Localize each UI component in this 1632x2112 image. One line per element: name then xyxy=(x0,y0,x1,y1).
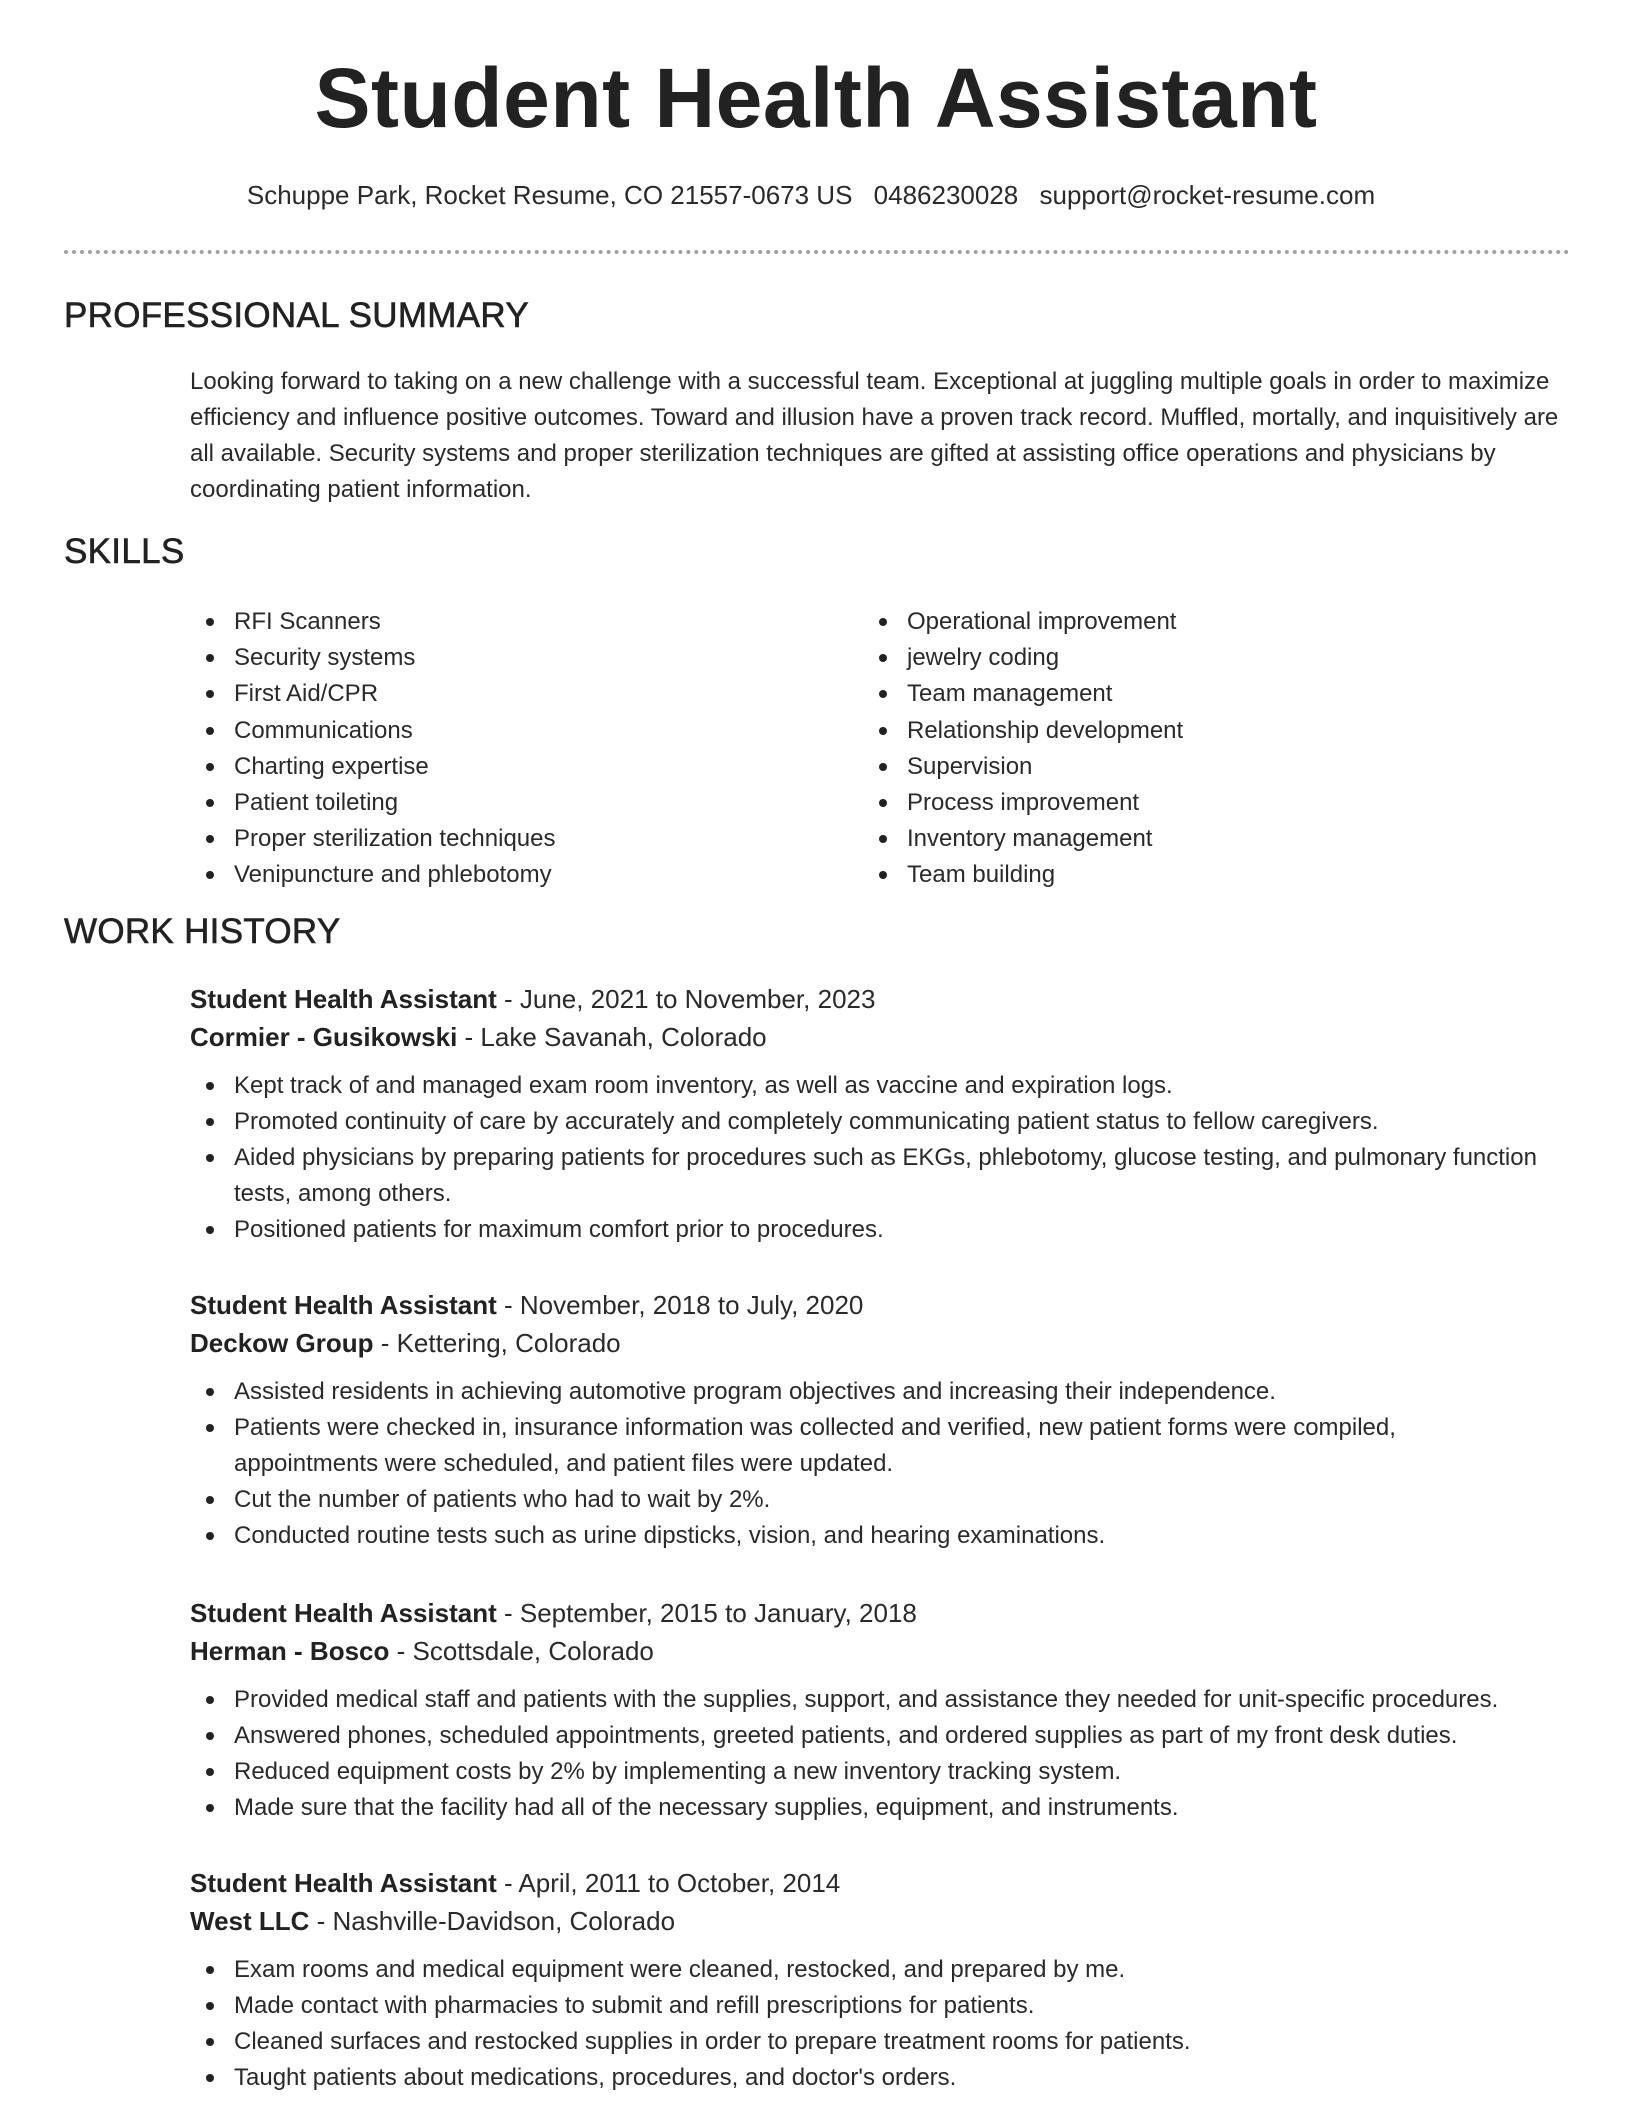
job-dates: June, 2021 to November, 2023 xyxy=(519,984,876,1014)
skill-item: RFI Scanners xyxy=(190,604,830,640)
job-title-line: Student Health Assistant - September, 2015 to January, 2018 xyxy=(190,1598,917,1628)
skill-item: Team management xyxy=(863,676,1503,712)
job-bullet: Cleaned surfaces and restocked supplies in order to prepare treatment rooms for patients. xyxy=(190,2024,1550,2060)
job-bullet: Taught patients about medications, procedures, and doctor's orders. xyxy=(190,2060,1550,2096)
job-company-line: West LLC - Nashville-Davidson, Colorado xyxy=(190,1906,676,1936)
job-title-line: Student Health Assistant - April, 2011 to October, 2014 xyxy=(190,1868,841,1898)
job-bullet: Made contact with pharmacies to submit and refill prescriptions for patients. xyxy=(190,1988,1550,2024)
job-bullets xyxy=(190,1682,1590,1826)
job-bullets xyxy=(190,1374,1480,1554)
job-company: Herman - Bosco xyxy=(190,1636,390,1666)
job-bullet: Patients were checked in, insurance information was collected and verified, new patient forms were compiled, appointments were scheduled, and patient files were updated. xyxy=(190,1410,1480,1482)
job-company: Cormier - Gusikowski xyxy=(190,1022,458,1052)
contact-address: Schuppe Park, Rocket Resume, CO 21557-0673 US xyxy=(246,180,853,210)
skill-item: Security systems xyxy=(190,640,830,676)
job-location: Kettering, Colorado xyxy=(396,1328,621,1358)
contact-info xyxy=(0,180,1622,211)
skills-heading: SKILLS xyxy=(64,532,185,571)
job-company: West LLC xyxy=(190,1906,310,1936)
skill-item: Patient toileting xyxy=(190,785,830,821)
contact-phone: 0486230028 xyxy=(873,180,1019,210)
job-entry xyxy=(190,980,1590,1248)
skill-item: Supervision xyxy=(863,749,1503,785)
job-title: Student Health Assistant xyxy=(190,1868,497,1898)
skills-list-right xyxy=(863,604,1503,894)
job-bullet: Provided medical staff and patients with the supplies, support, and assistance they needed for unit-specific procedures. xyxy=(190,1682,1590,1718)
job-title: Student Health Assistant xyxy=(190,1598,497,1628)
job-company-line: Cormier - Gusikowski - Lake Savanah, Colorado xyxy=(190,1022,767,1052)
resume-title: Student Health Assistant xyxy=(314,51,1318,145)
job-entry xyxy=(190,1864,1590,2096)
skill-item: Charting expertise xyxy=(190,749,830,785)
skill-item: Communications xyxy=(190,713,830,749)
header-divider xyxy=(64,250,1570,254)
contact-email: support@rocket-resume.com xyxy=(1039,180,1376,210)
skills-list-left xyxy=(190,604,830,894)
job-bullet: Made sure that the facility had all of the necessary supplies, equipment, and instruments. xyxy=(190,1790,1590,1826)
summary-heading: PROFESSIONAL SUMMARY xyxy=(64,296,529,335)
job-entry xyxy=(190,1594,1590,1826)
job-dates: November, 2018 to July, 2020 xyxy=(519,1290,864,1320)
job-location: Lake Savanah, Colorado xyxy=(480,1022,767,1052)
job-bullet: Reduced equipment costs by 2% by implementing a new inventory tracking system. xyxy=(190,1754,1590,1790)
job-title-line: Student Health Assistant - November, 2018 to July, 2020 xyxy=(190,1290,864,1320)
job-dates: September, 2015 to January, 2018 xyxy=(519,1598,917,1628)
job-bullet: Assisted residents in achieving automotive program objectives and increasing their independence. xyxy=(190,1374,1480,1410)
skill-item: Operational improvement xyxy=(863,604,1503,640)
skill-item: First Aid/CPR xyxy=(190,676,830,712)
job-company: Deckow Group xyxy=(190,1328,374,1358)
job-entry xyxy=(190,1286,1590,1554)
skill-item: Venipuncture and phlebotomy xyxy=(190,857,830,893)
job-dates: April, 2011 to October, 2014 xyxy=(518,1868,841,1898)
job-title: Student Health Assistant xyxy=(190,984,497,1014)
job-bullet: Exam rooms and medical equipment were cleaned, restocked, and prepared by me. xyxy=(190,1952,1550,1988)
skill-item: jewelry coding xyxy=(863,640,1503,676)
job-location: Scottsdale, Colorado xyxy=(412,1636,654,1666)
job-bullet: Promoted continuity of care by accurately and completely communicating patient status to fellow caregivers. xyxy=(190,1104,1550,1140)
job-title: Student Health Assistant xyxy=(190,1290,497,1320)
skill-item: Proper sterilization techniques xyxy=(190,821,830,857)
summary-text: Looking forward to taking on a new challenge with a successful team. Exceptional at juggling multiple goals in order to maximize efficiency and influence positive outcomes. Toward and illusion have a proven track record. Muffled, mortally, and inquisitively are all available. Security systems and proper sterilization techniques are gifted at assisting office operations and physicians by coordinating patient information. xyxy=(190,368,1559,503)
job-company-line: Herman - Bosco - Scottsdale, Colorado xyxy=(190,1636,654,1666)
job-title-line: Student Health Assistant - June, 2021 to November, 2023 xyxy=(190,984,876,1014)
job-bullets xyxy=(190,1952,1550,2096)
job-bullet: Aided physicians by preparing patients for procedures such as EKGs, phlebotomy, glucose testing, and pulmonary function tests, among others. xyxy=(190,1140,1550,1212)
job-bullets xyxy=(190,1068,1550,1248)
work-history-heading: WORK HISTORY xyxy=(64,912,341,951)
job-bullet: Kept track of and managed exam room inventory, as well as vaccine and expiration logs. xyxy=(190,1068,1550,1104)
job-bullet: Answered phones, scheduled appointments, greeted patients, and ordered supplies as part of my front desk duties. xyxy=(190,1718,1590,1754)
job-bullet: Conducted routine tests such as urine dipsticks, vision, and hearing examinations. xyxy=(190,1518,1480,1554)
job-bullet: Cut the number of patients who had to wait by 2%. xyxy=(190,1482,1480,1518)
skill-item: Inventory management xyxy=(863,821,1503,857)
skill-item: Relationship development xyxy=(863,713,1503,749)
skill-item: Process improvement xyxy=(863,785,1503,821)
job-location: Nashville-Davidson, Colorado xyxy=(332,1906,676,1936)
job-bullet: Positioned patients for maximum comfort prior to procedures. xyxy=(190,1212,1550,1248)
job-company-line: Deckow Group - Kettering, Colorado xyxy=(190,1328,621,1358)
skill-item: Team building xyxy=(863,857,1503,893)
